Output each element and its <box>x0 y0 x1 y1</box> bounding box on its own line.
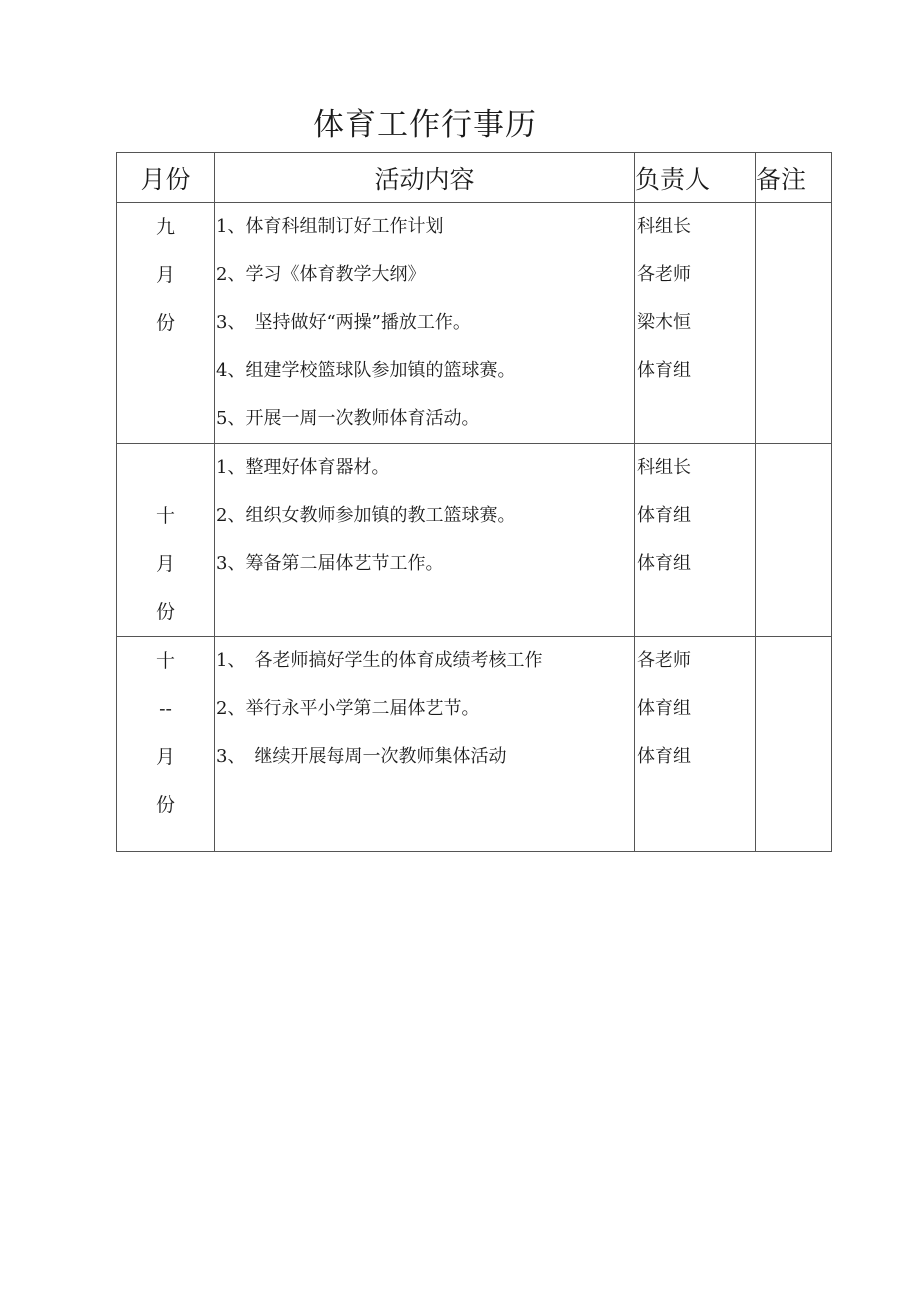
table-row <box>117 637 832 852</box>
month-char: 九 <box>155 216 175 238</box>
header-month: 月份 <box>117 153 215 203</box>
owner-list <box>635 203 756 444</box>
owner-item: 梁木恒 <box>637 312 691 333</box>
owner-item: 体育组 <box>637 505 691 526</box>
month-char: 月 <box>155 264 175 286</box>
owner-item: 体育组 <box>637 746 691 767</box>
month-char: -- <box>159 698 172 720</box>
owner-item: 科组长 <box>637 216 691 237</box>
note-cell <box>756 444 832 637</box>
month-cell <box>117 637 215 852</box>
month-char: 份 <box>155 601 175 623</box>
header-content: 活动内容 <box>215 153 635 203</box>
owner-item: 体育组 <box>637 553 691 574</box>
month-cell <box>117 444 215 637</box>
note-cell <box>756 637 832 852</box>
owner-item: 体育组 <box>637 360 691 381</box>
activity-item: 3、筹备第二届体艺节工作。 <box>216 553 444 574</box>
month-spacer <box>117 444 214 492</box>
header-owner: 负责人 <box>635 153 756 203</box>
table-row <box>117 444 832 637</box>
header-note: 备注 <box>756 153 832 203</box>
activity-list <box>215 203 635 444</box>
activity-item: 3、 坚持做好“两操”播放工作。 <box>216 312 471 333</box>
note-cell <box>756 203 832 444</box>
month-char: 月 <box>155 746 175 768</box>
month-char: 份 <box>155 312 175 334</box>
owner-list <box>635 444 756 637</box>
activity-calendar-table <box>116 152 832 852</box>
owner-list <box>635 637 756 852</box>
month-char: 月 <box>155 553 175 575</box>
owner-item: 各老师 <box>637 650 691 671</box>
owner-item: 各老师 <box>637 264 691 285</box>
month-char: 十 <box>155 505 175 527</box>
activity-list <box>215 444 635 637</box>
month-char: 份 <box>155 794 175 816</box>
page-title: 体育工作行事历 <box>313 107 537 143</box>
month-cell <box>117 203 215 444</box>
owner-item: 体育组 <box>637 698 691 719</box>
activity-item: 2、组织女教师参加镇的教工篮球赛。 <box>216 505 516 526</box>
table-row <box>117 203 832 444</box>
activity-item: 2、学习《体育教学大纲》 <box>216 264 426 285</box>
activity-item: 4、组建学校篮球队参加镇的篮球赛。 <box>216 360 516 381</box>
activity-item: 1、体育科组制订好工作计划 <box>216 216 444 237</box>
activity-item: 1、 各老师搞好学生的体育成绩考核工作 <box>216 650 543 671</box>
owner-item: 科组长 <box>637 457 691 478</box>
activity-list <box>215 637 635 852</box>
activity-item: 3、 继续开展每周一次教师集体活动 <box>216 746 507 767</box>
activity-item: 1、整理好体育器材。 <box>216 457 390 478</box>
activity-item: 5、开展一周一次教师体育活动。 <box>216 408 480 429</box>
table-header-row <box>117 153 832 203</box>
activity-item: 2、举行永平小学第二届体艺节。 <box>216 698 480 719</box>
month-char: 十 <box>155 650 175 672</box>
